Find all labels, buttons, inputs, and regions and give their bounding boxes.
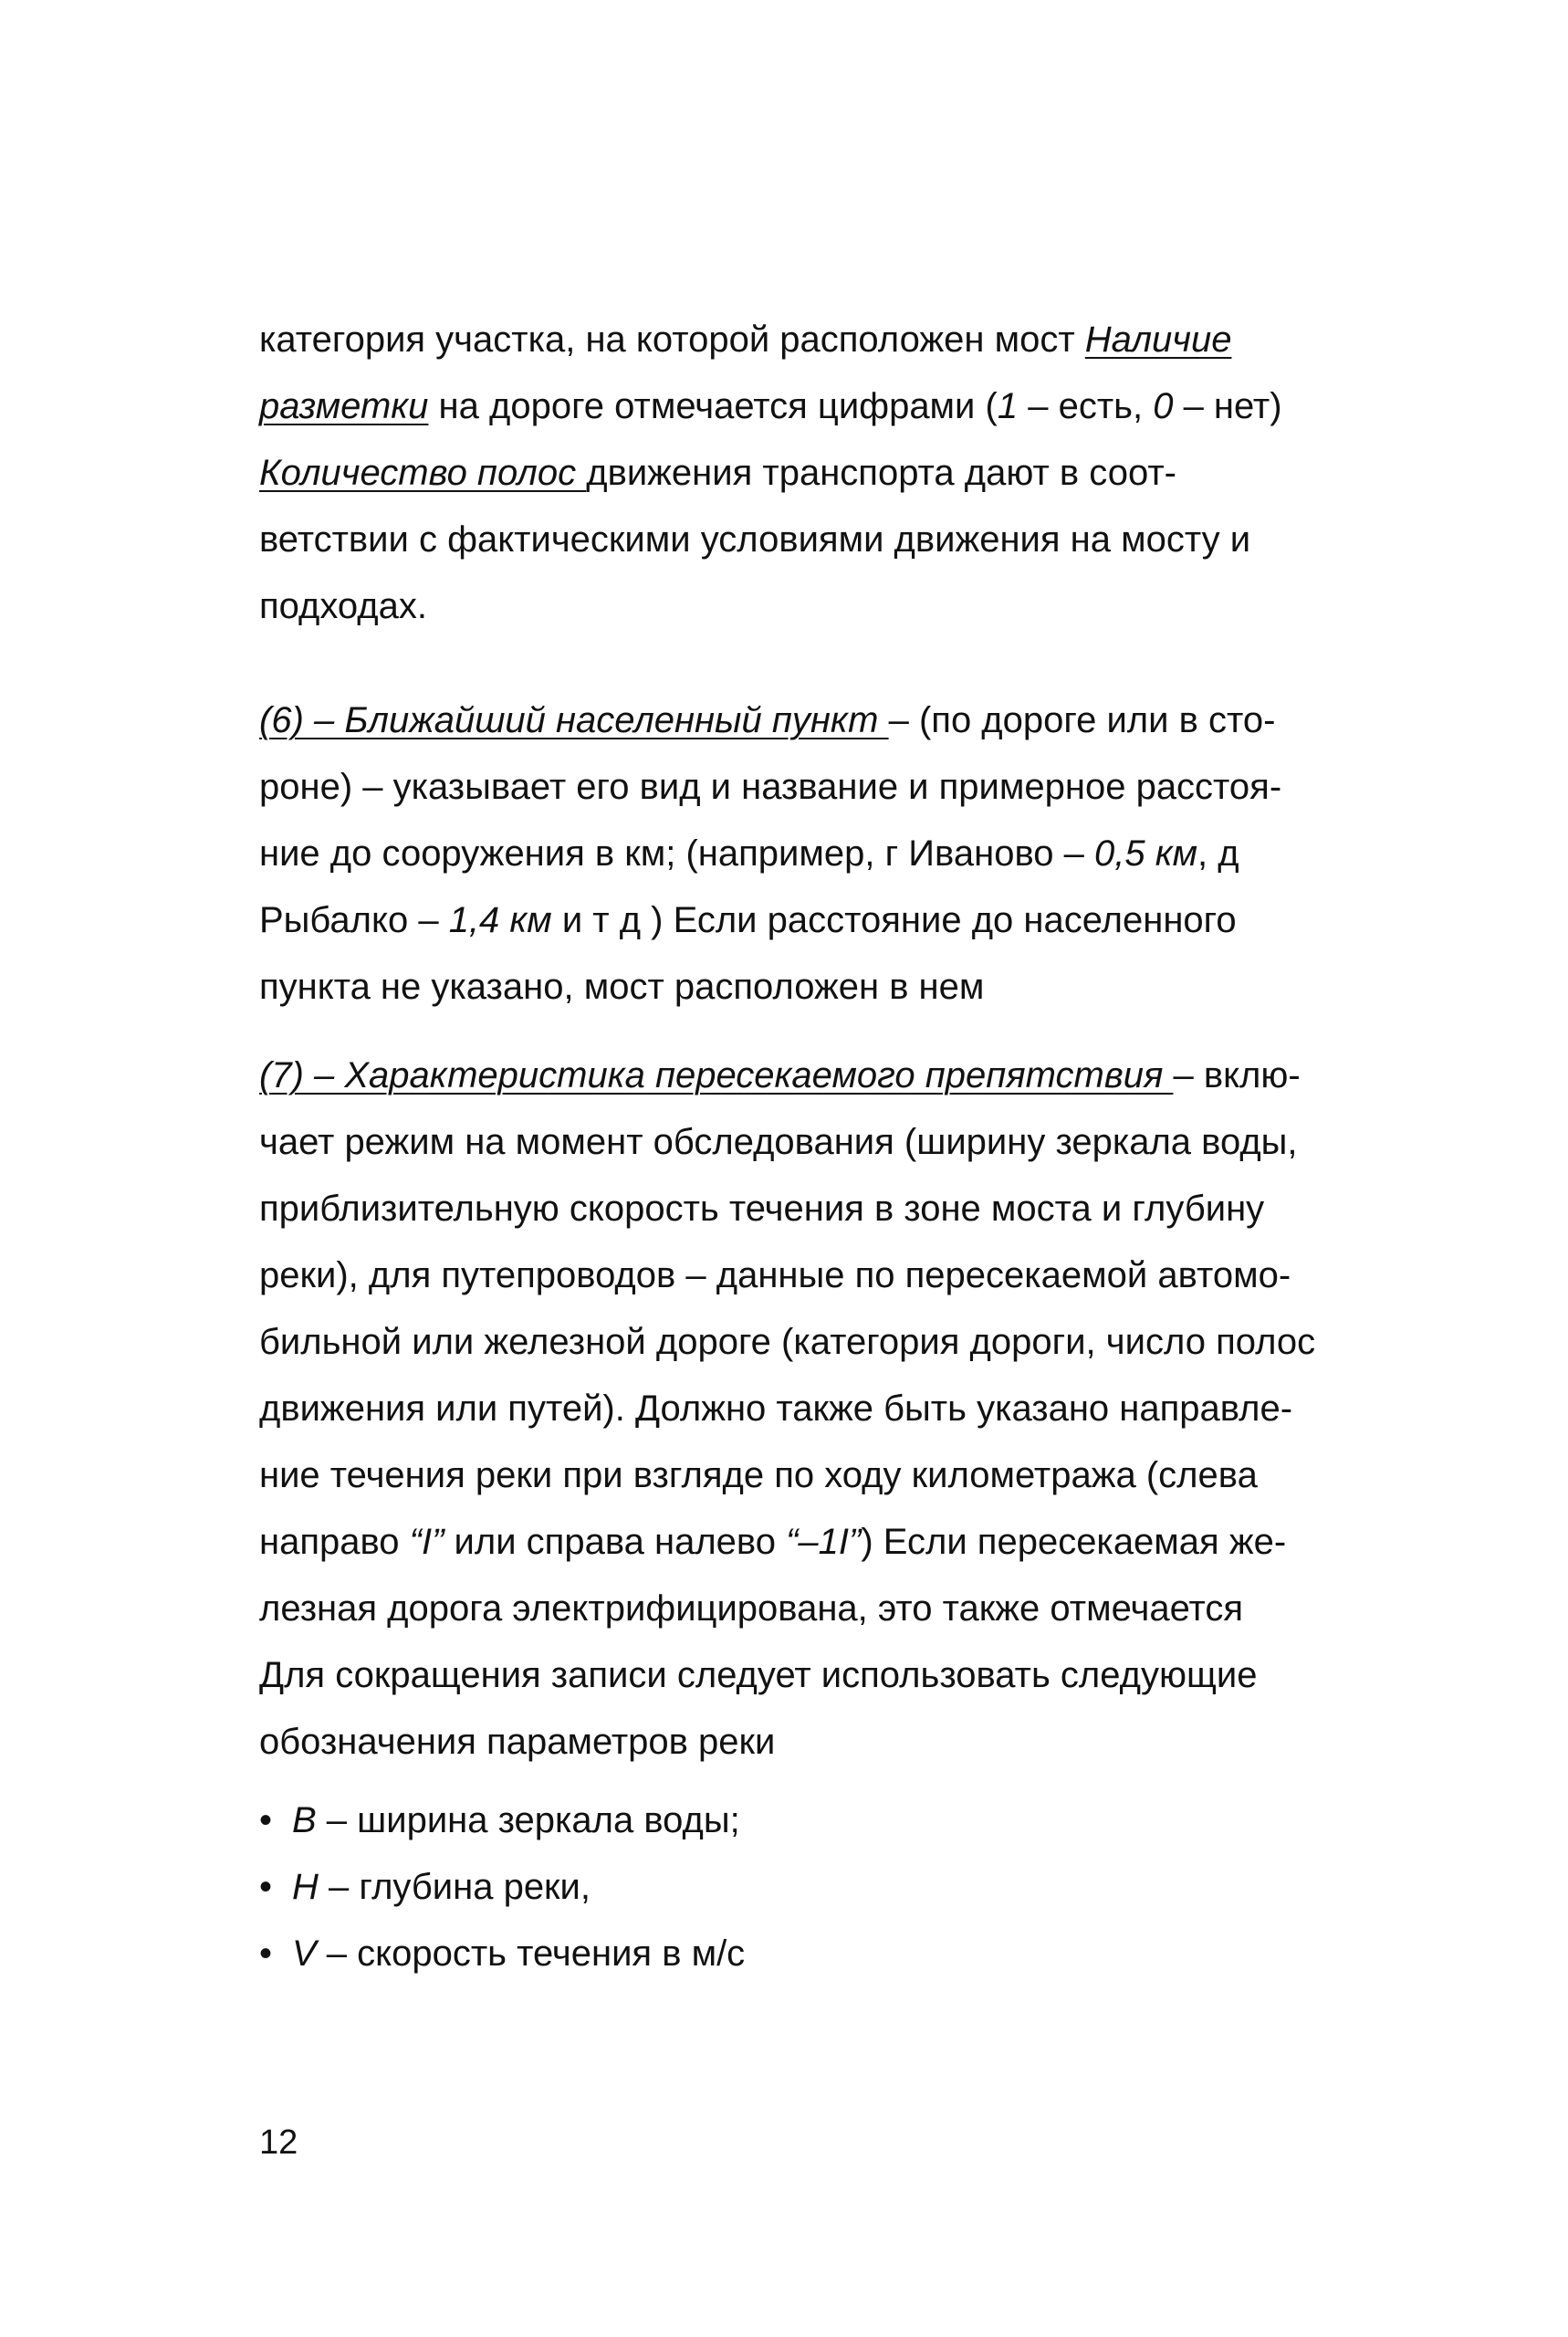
text-line-18: направо “I” или справа налево “–1I”) Если пересекаемая же-: [259, 1522, 1287, 1562]
text-line-8: ние до сооружения в км; (например, г Иваново – 0,5 км, д: [259, 833, 1239, 874]
text-line-5: подходах.: [259, 586, 427, 626]
text-line-14: реки), для путепроводов – данные по пересекаемой автомо-: [259, 1255, 1291, 1295]
heading-nearest-settlement: (6) – Ближайший населенный пункт: [259, 700, 889, 740]
text-line-2: разметки на дороге отмечается цифрами (1 – есть, 0 – нет): [259, 386, 1282, 426]
text-line-15: бильной или железной дороге (категория дороги, число полос: [259, 1322, 1316, 1362]
text-line-21: обозначения параметров реки: [259, 1722, 776, 1762]
bullet-item: • B – ширина зеркала воды;: [259, 1800, 740, 1840]
text-line-19: лезная дорога электрифицирована, это также отмечается: [259, 1588, 1244, 1629]
text-line-3: Количество полос движения транспорта дают в соот-: [259, 453, 1176, 493]
text-line-10: пункта не указано, мост расположен в нем: [259, 967, 985, 1007]
text-line-6: (6) – Ближайший населенный пункт – (по дороге или в сто-: [259, 700, 1276, 740]
text-line-4: ветствии с фактическими условиями движения на мосту и: [259, 519, 1251, 560]
text-line-1: категория участка, на которой расположен мост Наличие: [259, 320, 1232, 360]
text-line-16: движения или путей). Должно также быть указано направле-: [259, 1389, 1293, 1429]
text-line-12: чает режим на момент обследования (ширину зеркала воды,: [259, 1122, 1298, 1162]
page-number: 12: [259, 2123, 298, 2162]
term-marking: разметки: [259, 386, 429, 426]
text-line-17: ние течения реки при взгляде по ходу километража (слева: [259, 1455, 1258, 1495]
text-line-20: Для сокращения записи следует использовать следующие: [259, 1655, 1258, 1695]
bullet-dot-icon: •: [259, 1867, 273, 1907]
bullet-item: • H – глубина реки,: [259, 1867, 591, 1907]
bullet-dot-icon: •: [259, 1934, 273, 1974]
text-line-11: (7) – Характеристика пересекаемого препятствия – вклю-: [259, 1055, 1301, 1095]
heading-obstacle-characteristics: (7) – Характеристика пересекаемого препятствия: [259, 1055, 1174, 1095]
text-line-13: приблизительную скорость течения в зоне моста и глубину: [259, 1189, 1265, 1229]
text-line-7: роне) – указывает его вид и название и примерное расстоя-: [259, 767, 1282, 807]
bullet-item: • V – скорость течения в м/с: [259, 1934, 746, 1974]
bullet-dot-icon: •: [259, 1800, 273, 1840]
term-marking-availability: Наличие: [1084, 320, 1232, 360]
term-lane-count: Количество полос: [259, 453, 587, 493]
text-line-9: Рыбалко – 1,4 км и т д ) Если расстояние до населенного: [259, 900, 1237, 940]
